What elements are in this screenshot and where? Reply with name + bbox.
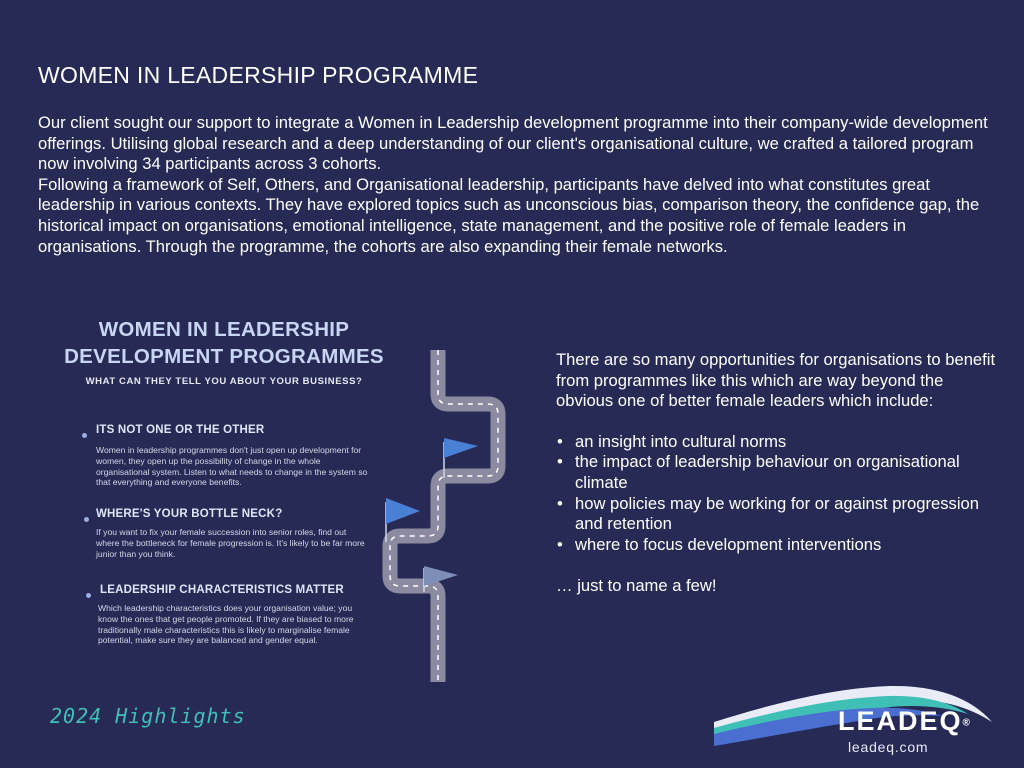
intro-text	[38, 113, 988, 257]
winding-road-icon	[380, 346, 515, 686]
flag-icon	[386, 498, 420, 524]
point-bullet-icon	[86, 593, 91, 598]
point-heading-1: ITS NOT ONE OR THE OTHER	[96, 424, 265, 436]
intro-paragraph-1: Our client sought our support to integrate a Women in Leadership development programme into their company-wide development offerings. Utilising global research and a deep understanding of our client's organisational culture, we crafted a tailored program now involving 34 participants across 3 cohorts.	[38, 113, 988, 174]
list-item: • where to focus development interventions	[556, 535, 996, 556]
leadeq-logo	[838, 706, 972, 737]
point-bullet-icon	[84, 517, 89, 522]
point-heading-3: LEADERSHIP CHARACTERISTICS MATTER	[100, 584, 344, 596]
flag-icon	[424, 566, 458, 586]
infographic-subheading: WHAT CAN THEY TELL YOU ABOUT YOUR BUSINESS?	[85, 376, 363, 387]
infographic-heading-line-1: WOMEN IN LEADERSHIP	[98, 318, 350, 341]
benefits-intro: There are so many opportunities for organisations to benefit from programmes like this which are way beyond the obvious one of better female leaders which include:	[556, 350, 996, 411]
benefits-list	[556, 432, 996, 556]
list-item: • how policies may be working for or against progression and retention	[556, 494, 996, 535]
point-body-3: Which leadership characteristics does your organisation value; you know the ones that get people promoted. If they are biased to more traditionally male characteristics this is likely to marginalise female potential, make sure they are balanced and gender equal.	[98, 603, 354, 646]
point-body-2: If you want to fix your female succession into senior roles, find out where the bottleneck for female progression is. It's likely to be far more junior than you think.	[96, 527, 365, 559]
benefits-closing: … just to name a few!	[556, 576, 717, 596]
benefits-section	[556, 350, 996, 597]
infographic-heading	[40, 316, 408, 370]
flag-icon	[444, 438, 478, 458]
infographic-heading-line-2: DEVELOPMENT PROGRAMMES	[64, 345, 384, 368]
intro-paragraph-2: Following a framework of Self, Others, and Organisational leadership, participants have delved into what constitutes great leadership in various contexts. They have explored topics such as unconscious bias, comparison theory, the confidence gap, the historical impact on organisations, emotional intelligence, state management, and the positive role of female leaders in organisations. Through the programme, the cohorts are also expanding their female networks.	[38, 174, 980, 256]
list-item: • the impact of leadership behaviour on organisational climate	[556, 452, 996, 493]
registered-mark: ®	[962, 717, 972, 729]
page-title: WOMEN IN LEADERSHIP PROGRAMME	[38, 62, 479, 88]
list-item: • an insight into cultural norms	[556, 432, 996, 453]
logo-text: LEADEQ	[838, 706, 963, 736]
point-bullet-icon	[82, 433, 87, 438]
website-url: leadeq.com	[848, 739, 929, 755]
point-body-1: Women in leadership programmes don't just open up development for women, they open up the possibility of change in the whole organisational system. Listen to what needs to change in the system so that everything and everyone benefits.	[96, 445, 368, 488]
point-heading-2: WHERE'S YOUR BOTTLE NECK?	[96, 508, 283, 520]
highlights-label: 2024 Highlights	[50, 704, 246, 728]
